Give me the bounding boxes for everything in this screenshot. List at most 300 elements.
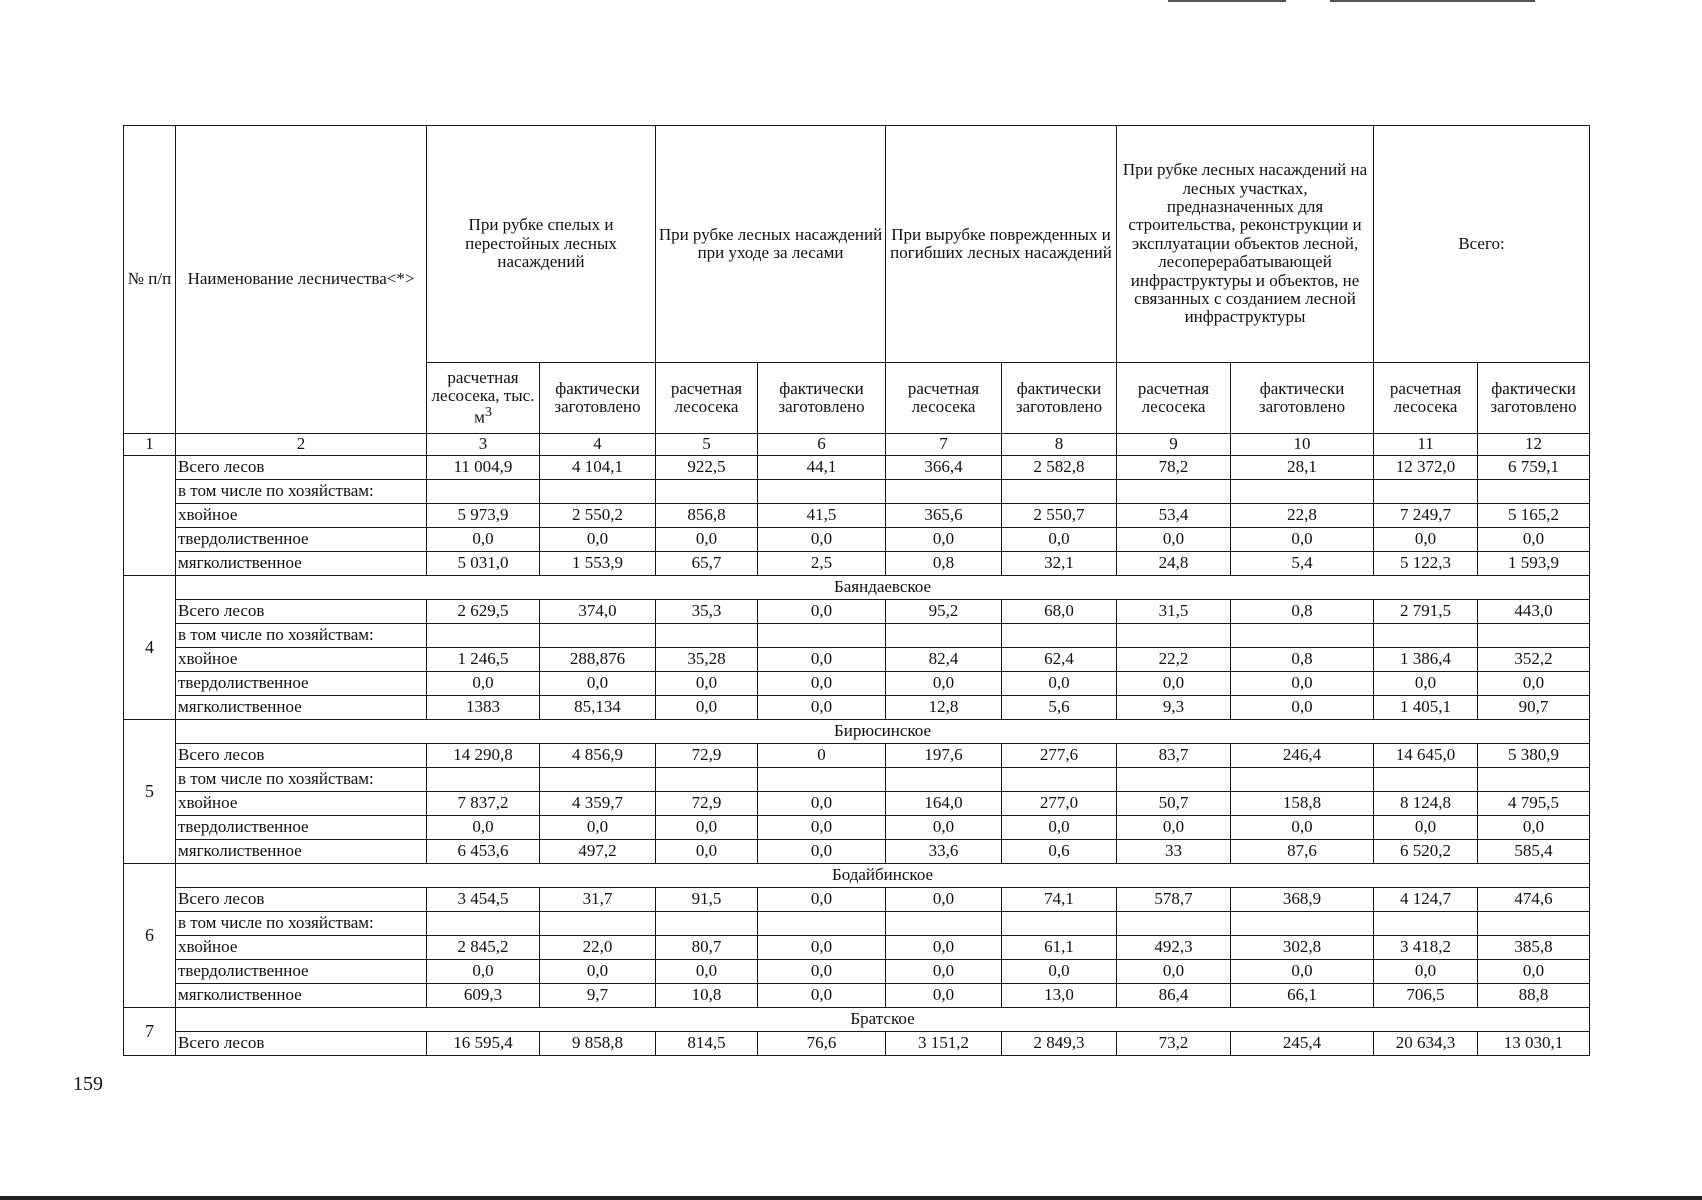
table-cell: 366,4 [886,456,1002,480]
table-cell: 0,0 [886,960,1002,984]
table-cell [540,624,656,648]
section-number: 6 [124,864,176,1008]
table-row [124,624,1590,648]
table-cell [1002,624,1117,648]
table-cell [1478,912,1590,936]
table-cell: 16 595,4 [427,1032,540,1056]
table-cell: 33 [1117,840,1231,864]
table-cell: 7 249,7 [1374,504,1478,528]
table-cell [1374,912,1478,936]
table-cell: 609,3 [427,984,540,1008]
row-label: твердолиственное [176,528,427,552]
table-cell: 0,0 [427,960,540,984]
table-cell: 856,8 [656,504,758,528]
row-label: твердолиственное [176,816,427,840]
row-label: в том числе по хозяйствам: [176,912,427,936]
subheader-fact: фактически заготовлено [1002,363,1117,434]
table-cell: 197,6 [886,744,1002,768]
top-scan-line [1168,0,1286,2]
table-cell: 0,0 [656,816,758,840]
table-cell: 5 165,2 [1478,504,1590,528]
table-cell: 0,0 [540,816,656,840]
row-label: Всего лесов [176,456,427,480]
table-cell: 585,4 [1478,840,1590,864]
col-number-header: № п/п [124,126,176,434]
table-cell: 0,0 [1231,816,1374,840]
table-cell: 277,0 [1002,792,1117,816]
table-row [124,744,1590,768]
table-cell: 0,0 [1117,672,1231,696]
table-cell: 0,0 [1231,696,1374,720]
row-label: хвойное [176,936,427,960]
table-cell: 82,4 [886,648,1002,672]
row-label: твердолиственное [176,960,427,984]
table-cell: 0 [758,744,886,768]
table-cell: 5 122,3 [1374,552,1478,576]
table-cell: 33,6 [886,840,1002,864]
table-cell: 8 124,8 [1374,792,1478,816]
table-cell: 0,0 [758,792,886,816]
table-cell: 0,0 [540,672,656,696]
table-row [124,912,1590,936]
row-label: мягколиственное [176,984,427,1008]
subheader-fact: фактически заготовлено [1231,363,1374,434]
table-cell: 0,0 [758,528,886,552]
table-cell: 0,0 [886,984,1002,1008]
table-cell: 368,9 [1231,888,1374,912]
table-cell: 87,6 [1231,840,1374,864]
table-cell: 1 593,9 [1478,552,1590,576]
table-cell: 44,1 [758,456,886,480]
table-cell: 0,8 [1231,648,1374,672]
table-cell: 12 372,0 [1374,456,1478,480]
table-cell: 2 849,3 [1002,1032,1117,1056]
table-row [124,888,1590,912]
table-cell: 0,0 [1478,816,1590,840]
table-cell: 28,1 [1231,456,1374,480]
table-cell: 6 759,1 [1478,456,1590,480]
table-cell [1374,624,1478,648]
table-cell: 0,0 [758,984,886,1008]
column-number: 3 [427,434,540,456]
row-label: мягколиственное [176,696,427,720]
table-row [124,936,1590,960]
table-cell: 1 386,4 [1374,648,1478,672]
row-label: мягколиственное [176,552,427,576]
table-cell: 0,0 [886,672,1002,696]
table-cell: 302,8 [1231,936,1374,960]
table-cell: 2 791,5 [1374,600,1478,624]
table-cell: 0,0 [886,888,1002,912]
table-cell: 365,6 [886,504,1002,528]
table-cell: 90,7 [1478,696,1590,720]
table-cell: 443,0 [1478,600,1590,624]
row-label: хвойное [176,792,427,816]
table-cell: 1 553,9 [540,552,656,576]
table-cell [540,768,656,792]
table-row [124,456,1590,480]
table-cell [1117,768,1231,792]
table-cell [1374,480,1478,504]
table-cell: 0,0 [1002,816,1117,840]
column-number: 11 [1374,434,1478,456]
column-number: 6 [758,434,886,456]
row-label: твердолиственное [176,672,427,696]
region-name: Бодайбинское [176,864,1590,888]
table-cell: 158,8 [1231,792,1374,816]
column-number: 7 [886,434,1002,456]
table-cell: 0,0 [1374,672,1478,696]
row-label: Всего лесов [176,888,427,912]
table-row [124,528,1590,552]
table-cell: 22,8 [1231,504,1374,528]
table-cell [758,480,886,504]
table-cell: 0,0 [1374,816,1478,840]
table-cell: 474,6 [1478,888,1590,912]
subheader-fact: фактически заготовлено [1478,363,1590,434]
table-cell: 0,0 [1117,816,1231,840]
table-cell: 0,0 [886,816,1002,840]
subheader-fact: фактически заготовлено [758,363,886,434]
table-cell: 2 845,2 [427,936,540,960]
row-label: Всего лесов [176,744,427,768]
table-cell: 88,8 [1478,984,1590,1008]
table-cell: 72,9 [656,744,758,768]
column-number: 8 [1002,434,1117,456]
table-cell: 91,5 [656,888,758,912]
table-cell: 20 634,3 [1374,1032,1478,1056]
table-cell: 245,4 [1231,1032,1374,1056]
table-cell: 0,8 [886,552,1002,576]
table-body [124,456,1590,1056]
table-cell: 0,6 [1002,840,1117,864]
table-cell: 288,876 [540,648,656,672]
table-cell: 0,0 [540,960,656,984]
table-cell: 0,0 [656,840,758,864]
table-cell: 2 550,2 [540,504,656,528]
table-cell: 5 031,0 [427,552,540,576]
table-cell: 35,28 [656,648,758,672]
table-cell: 73,2 [1117,1032,1231,1056]
table-cell: 4 856,9 [540,744,656,768]
table-cell [427,768,540,792]
table-cell: 35,3 [656,600,758,624]
table-cell [1117,912,1231,936]
column-number: 1 [124,434,176,456]
table-cell [1002,768,1117,792]
region-name: Бирюсинское [176,720,1590,744]
table-cell: 3 418,2 [1374,936,1478,960]
table-cell: 0,0 [886,936,1002,960]
table-cell: 4 359,7 [540,792,656,816]
column-number: 12 [1478,434,1590,456]
table-cell: 53,4 [1117,504,1231,528]
table-cell [1117,624,1231,648]
table-cell [427,912,540,936]
section-number: 5 [124,720,176,864]
subheader-calc: расчетная лесосека [1117,363,1231,434]
table-cell: 2 550,7 [1002,504,1117,528]
table-cell: 0,0 [427,528,540,552]
table-row [124,984,1590,1008]
table-cell: 246,4 [1231,744,1374,768]
column-number: 10 [1231,434,1374,456]
table-cell: 1 405,1 [1374,696,1478,720]
table-row [124,1032,1590,1056]
table-cell [656,912,758,936]
column-number: 4 [540,434,656,456]
table-row [124,672,1590,696]
table-row [124,552,1590,576]
row-label: мягколиственное [176,840,427,864]
table-cell: 0,0 [758,888,886,912]
table-cell: 5,6 [1002,696,1117,720]
column-number: 9 [1117,434,1231,456]
region-row [124,1008,1590,1032]
table-cell [1231,768,1374,792]
row-label: хвойное [176,648,427,672]
table-cell: 86,4 [1117,984,1231,1008]
section-number: 4 [124,576,176,720]
table-cell: 374,0 [540,600,656,624]
subheader-calc: расчетная лесосека [886,363,1002,434]
table-cell: 2,5 [758,552,886,576]
table-cell [1117,480,1231,504]
table-cell: 0,0 [758,816,886,840]
table-cell: 5 973,9 [427,504,540,528]
table-cell [886,480,1002,504]
col-name-header: Наименование лесничества<*> [176,126,427,434]
table-cell: 6 453,6 [427,840,540,864]
table-row [124,816,1590,840]
table-cell [758,768,886,792]
column-number: 2 [176,434,427,456]
table-cell: 5,4 [1231,552,1374,576]
harvest-table [123,125,1590,1056]
subheader-calc: расчетная лесосека [656,363,758,434]
table-cell: 0,0 [1002,672,1117,696]
subheader-calc: расчетная лесосека [1374,363,1478,434]
table-cell: 10,8 [656,984,758,1008]
table-cell: 12,8 [886,696,1002,720]
table-cell: 578,7 [1117,888,1231,912]
table-cell: 5 380,9 [1478,744,1590,768]
table-cell: 0,0 [1117,960,1231,984]
table-cell [758,624,886,648]
table-cell: 4 124,7 [1374,888,1478,912]
table-cell: 41,5 [758,504,886,528]
group-header-total: Всего: [1374,126,1590,363]
table-cell: 72,9 [656,792,758,816]
table-row [124,792,1590,816]
table-row [124,600,1590,624]
table-cell: 78,2 [1117,456,1231,480]
table-cell: 61,1 [1002,936,1117,960]
table-cell: 22,2 [1117,648,1231,672]
table-cell [540,912,656,936]
table-cell: 95,2 [886,600,1002,624]
table-cell: 922,5 [656,456,758,480]
table-header [124,126,1590,456]
table-cell: 0,8 [1231,600,1374,624]
table-cell: 2 582,8 [1002,456,1117,480]
table-row [124,960,1590,984]
table-row [124,840,1590,864]
table-cell: 492,3 [1117,936,1231,960]
table-cell: 0,0 [1231,528,1374,552]
table-cell: 50,7 [1117,792,1231,816]
table-row [124,648,1590,672]
table-cell: 0,0 [656,960,758,984]
table-cell: 9,3 [1117,696,1231,720]
table-cell: 385,8 [1478,936,1590,960]
table-cell: 66,1 [1231,984,1374,1008]
table-cell: 68,0 [1002,600,1117,624]
page-number: 159 [73,1073,103,1095]
bottom-scan-edge [0,1196,1702,1200]
table-cell: 0,0 [758,840,886,864]
table-cell: 0,0 [656,528,758,552]
table-cell: 13 030,1 [1478,1032,1590,1056]
table-cell [1002,912,1117,936]
table-cell [1374,768,1478,792]
table-cell: 4 104,1 [540,456,656,480]
table-cell: 0,0 [758,648,886,672]
table-cell [656,768,758,792]
table-cell: 497,2 [540,840,656,864]
group-header-mature: При рубке спелых и перестойных лесных насаждений [427,126,656,363]
table-cell [1002,480,1117,504]
row-label: Всего лесов [176,600,427,624]
table-cell: 1383 [427,696,540,720]
table-cell: 0,0 [1231,672,1374,696]
row-label: хвойное [176,504,427,528]
table-cell: 164,0 [886,792,1002,816]
table-cell: 0,0 [1231,960,1374,984]
table-cell: 0,0 [758,672,886,696]
table-cell: 0,0 [540,528,656,552]
table-cell: 0,0 [758,960,886,984]
table-cell: 0,0 [427,672,540,696]
group-header-care: При рубке лесных насаждений при уходе за лесами [656,126,886,363]
table-cell [1231,480,1374,504]
table-cell: 0,0 [1374,960,1478,984]
region-name: Баяндаевское [176,576,1590,600]
table-cell: 0,0 [1117,528,1231,552]
table-cell: 4 795,5 [1478,792,1590,816]
table-cell [540,480,656,504]
table-cell [656,480,758,504]
subheader-calc-volume: расчетная лесосека, тыс. $м^3$ [427,363,540,434]
table-cell: 14 645,0 [1374,744,1478,768]
table-cell: 277,6 [1002,744,1117,768]
table-cell: 9 858,8 [540,1032,656,1056]
group-header-damaged: При вырубке поврежденных и погибших лесных насаждений [886,126,1117,363]
table-cell: 13,0 [1002,984,1117,1008]
table-cell [1231,912,1374,936]
table-cell: 3 454,5 [427,888,540,912]
section-number [124,456,176,576]
row-label: в том числе по хозяйствам: [176,480,427,504]
table-cell: 14 290,8 [427,744,540,768]
section-number: 7 [124,1008,176,1056]
table-cell: 74,1 [1002,888,1117,912]
table-cell [1478,624,1590,648]
table-cell: 22,0 [540,936,656,960]
row-label: в том числе по хозяйствам: [176,768,427,792]
row-label: в том числе по хозяйствам: [176,624,427,648]
column-number-row [124,434,1590,456]
table-cell: 11 004,9 [427,456,540,480]
table-cell [886,624,1002,648]
region-row [124,720,1590,744]
region-row [124,864,1590,888]
table-cell: 6 520,2 [1374,840,1478,864]
table-cell: 32,1 [1002,552,1117,576]
table-cell: 0,0 [1478,672,1590,696]
table-cell: 0,0 [656,672,758,696]
table-cell: 352,2 [1478,648,1590,672]
table-cell: 706,5 [1374,984,1478,1008]
table-cell [1231,624,1374,648]
table-cell [427,624,540,648]
table-cell: 31,5 [1117,600,1231,624]
table-cell [758,912,886,936]
table-cell: 0,0 [1002,960,1117,984]
region-name: Братское [176,1008,1590,1032]
table-cell: 9,7 [540,984,656,1008]
top-scan-line [1330,0,1535,2]
table-cell: 2 629,5 [427,600,540,624]
group-header-construction: При рубке лесных насаждений на лесных участках, предназначенных для строительства, реконструкции и эксплуатации объектов лесной, лесоперерабатывающей инфраструктуры и объектов, не связанных с созданием лесной инфраструктуры [1117,126,1374,363]
table-cell: 62,4 [1002,648,1117,672]
column-number: 5 [656,434,758,456]
table-cell: 0,0 [758,936,886,960]
table-cell: 31,7 [540,888,656,912]
table-cell [656,624,758,648]
table-cell: 76,6 [758,1032,886,1056]
table-cell: 0,0 [1374,528,1478,552]
table-cell: 0,0 [1002,528,1117,552]
table-cell: 7 837,2 [427,792,540,816]
table-cell: 0,0 [1478,960,1590,984]
table-cell: 80,7 [656,936,758,960]
table-cell: 24,8 [1117,552,1231,576]
table-cell: 0,0 [1478,528,1590,552]
table-cell [1478,480,1590,504]
region-row [124,576,1590,600]
table-cell: 83,7 [1117,744,1231,768]
table-cell: 65,7 [656,552,758,576]
table-cell: 814,5 [656,1032,758,1056]
table-cell: 0,0 [886,528,1002,552]
row-label: Всего лесов [176,1032,427,1056]
table-cell: 3 151,2 [886,1032,1002,1056]
table-cell: 0,0 [656,696,758,720]
table-cell: 0,0 [758,696,886,720]
table-row [124,768,1590,792]
table-cell [427,480,540,504]
table-cell [886,912,1002,936]
table-cell: 1 246,5 [427,648,540,672]
table-cell [1478,768,1590,792]
table-row [124,480,1590,504]
table-row [124,696,1590,720]
table-cell: 85,134 [540,696,656,720]
table-cell: 0,0 [758,600,886,624]
table-cell: 0,0 [427,816,540,840]
subheader-fact: фактически заготовлено [540,363,656,434]
